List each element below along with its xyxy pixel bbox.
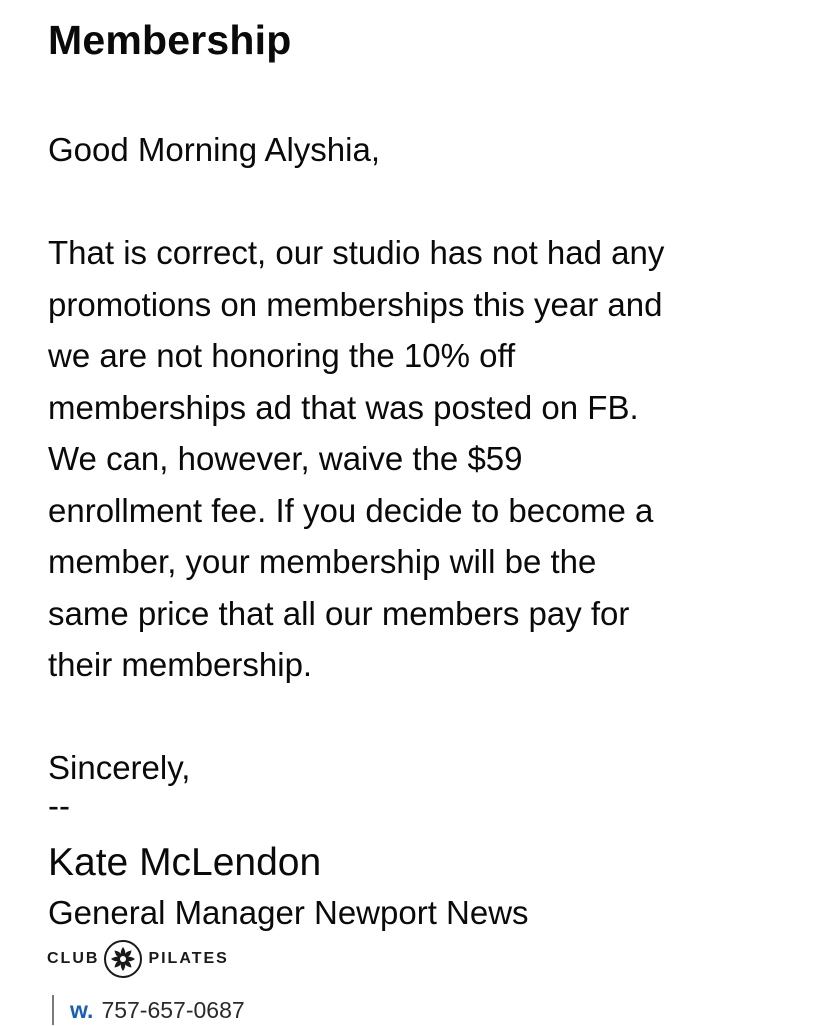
email-subject: Membership: [48, 17, 292, 63]
contact-line: [52, 994, 245, 1026]
paragraph-spacer: [48, 691, 808, 743]
logo-text-right: PILATES: [148, 950, 229, 967]
paragraph-spacer: [48, 176, 808, 228]
club-pilates-logo: [47, 937, 229, 981]
body-paragraph: That is correct, our studio has not had any promotions on memberships this year and we are not honoring the 10% off memberships ad that was posted on FB. We can, however, waive the $59 enrollment fee. If you decide to become a member, your membership will be the same price that all our members pay for their membership.: [48, 234, 665, 683]
email-body: [48, 124, 808, 794]
logo-text-left: CLUB: [47, 950, 100, 967]
closing: Sincerely,: [48, 749, 191, 786]
greeting: Good Morning Alyshia,: [48, 131, 381, 168]
signature-name: Kate McLendon: [48, 841, 322, 884]
club-pilates-flower-icon: [103, 939, 143, 979]
phone-number[interactable]: 757-657-0687: [101, 996, 245, 1023]
phone-label: w.: [70, 996, 94, 1023]
signature-separator: --: [48, 787, 70, 824]
contact-divider: [52, 995, 54, 1025]
signature-title: General Manager Newport News: [48, 894, 529, 931]
